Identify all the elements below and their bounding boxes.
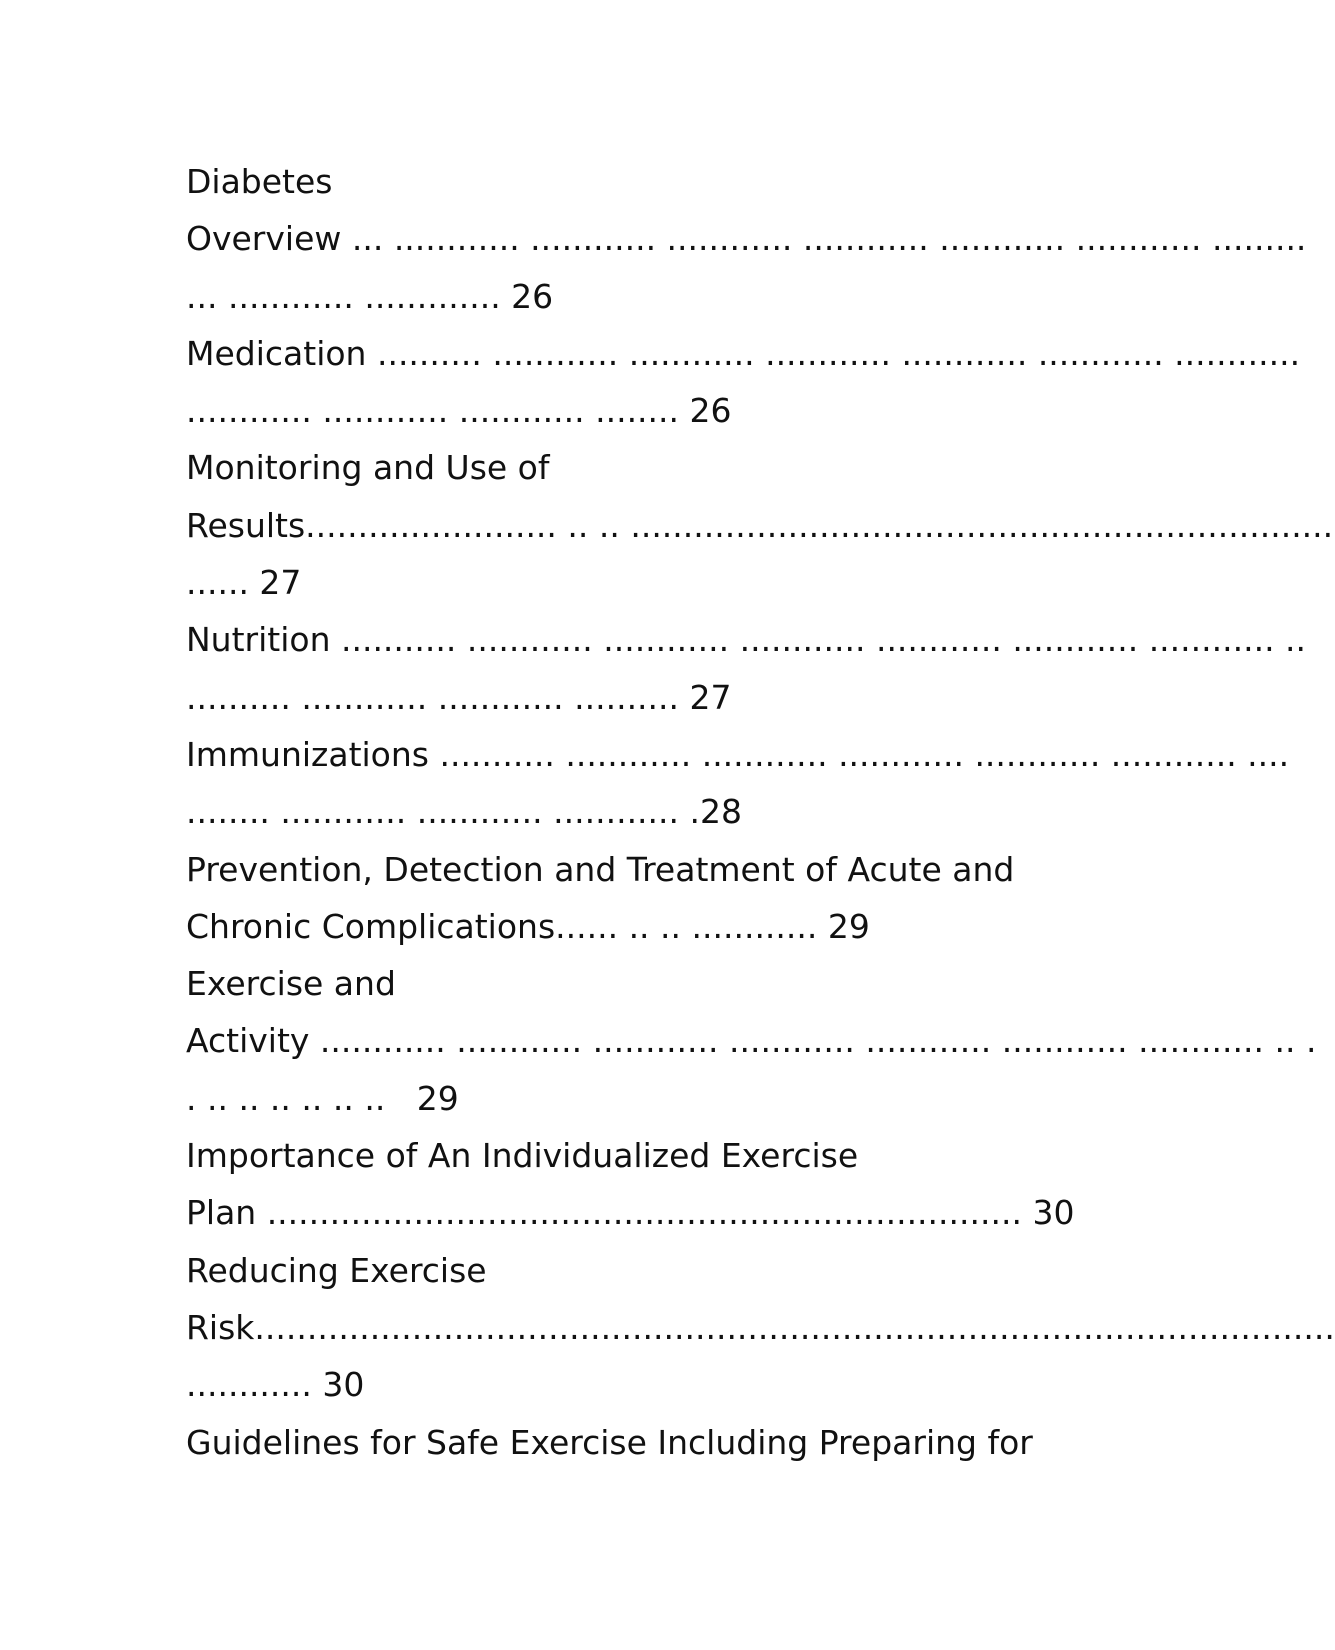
toc-line: Diabetes [186, 162, 333, 201]
toc-line: ... ............ ............. 26 [186, 276, 554, 316]
toc-line: ............ 30 [186, 1365, 365, 1405]
toc-line: ........ ............ ............ ............ .28 [186, 792, 742, 832]
toc-line: Importance of An Individualized Exercise [186, 1136, 859, 1176]
toc-line: Monitoring and Use of [186, 448, 550, 488]
toc-line: Chronic Complications...... .. .. ............ 29 [186, 906, 870, 946]
table-of-contents [186, 153, 1335, 1471]
toc-line: ...... 27 [186, 563, 302, 603]
toc-line: Exercise and [186, 964, 396, 1004]
toc-line: Plan ........................................................................ 30 [186, 1193, 1075, 1233]
toc-line: Guidelines for Safe Exercise Including Preparing for [186, 1422, 1033, 1462]
toc-line: Activity ............ ............ ............ ............ ............ ............ ............ .. . [186, 1021, 1317, 1061]
toc-line: Reducing Exercise [186, 1250, 487, 1290]
toc-line: Nutrition ........... ............ ............ ............ ............ ............ ............ .. [186, 620, 1307, 660]
toc-line: Risk....................................................................................................... [186, 1307, 1335, 1347]
toc-line: .......... ............ ............ .......... 27 [186, 677, 732, 717]
toc-line: Overview ... ............ ............ ............ ............ ............ ............ ......... [186, 219, 1307, 259]
toc-line: Medication .......... ............ ............ ............ ............ ............ ............ [186, 333, 1301, 373]
toc-line: Prevention, Detection and Treatment of Acute and [186, 849, 1015, 889]
toc-line: Immunizations ........... ............ ............ ............ ............ ............ .... [186, 734, 1290, 774]
toc-line: ............ ............ ............ ........ 26 [186, 391, 732, 431]
toc-line: Results........................ .. .. ................................................................... [186, 505, 1334, 545]
toc-line: . .. .. .. .. .. .. 29 [186, 1078, 459, 1118]
